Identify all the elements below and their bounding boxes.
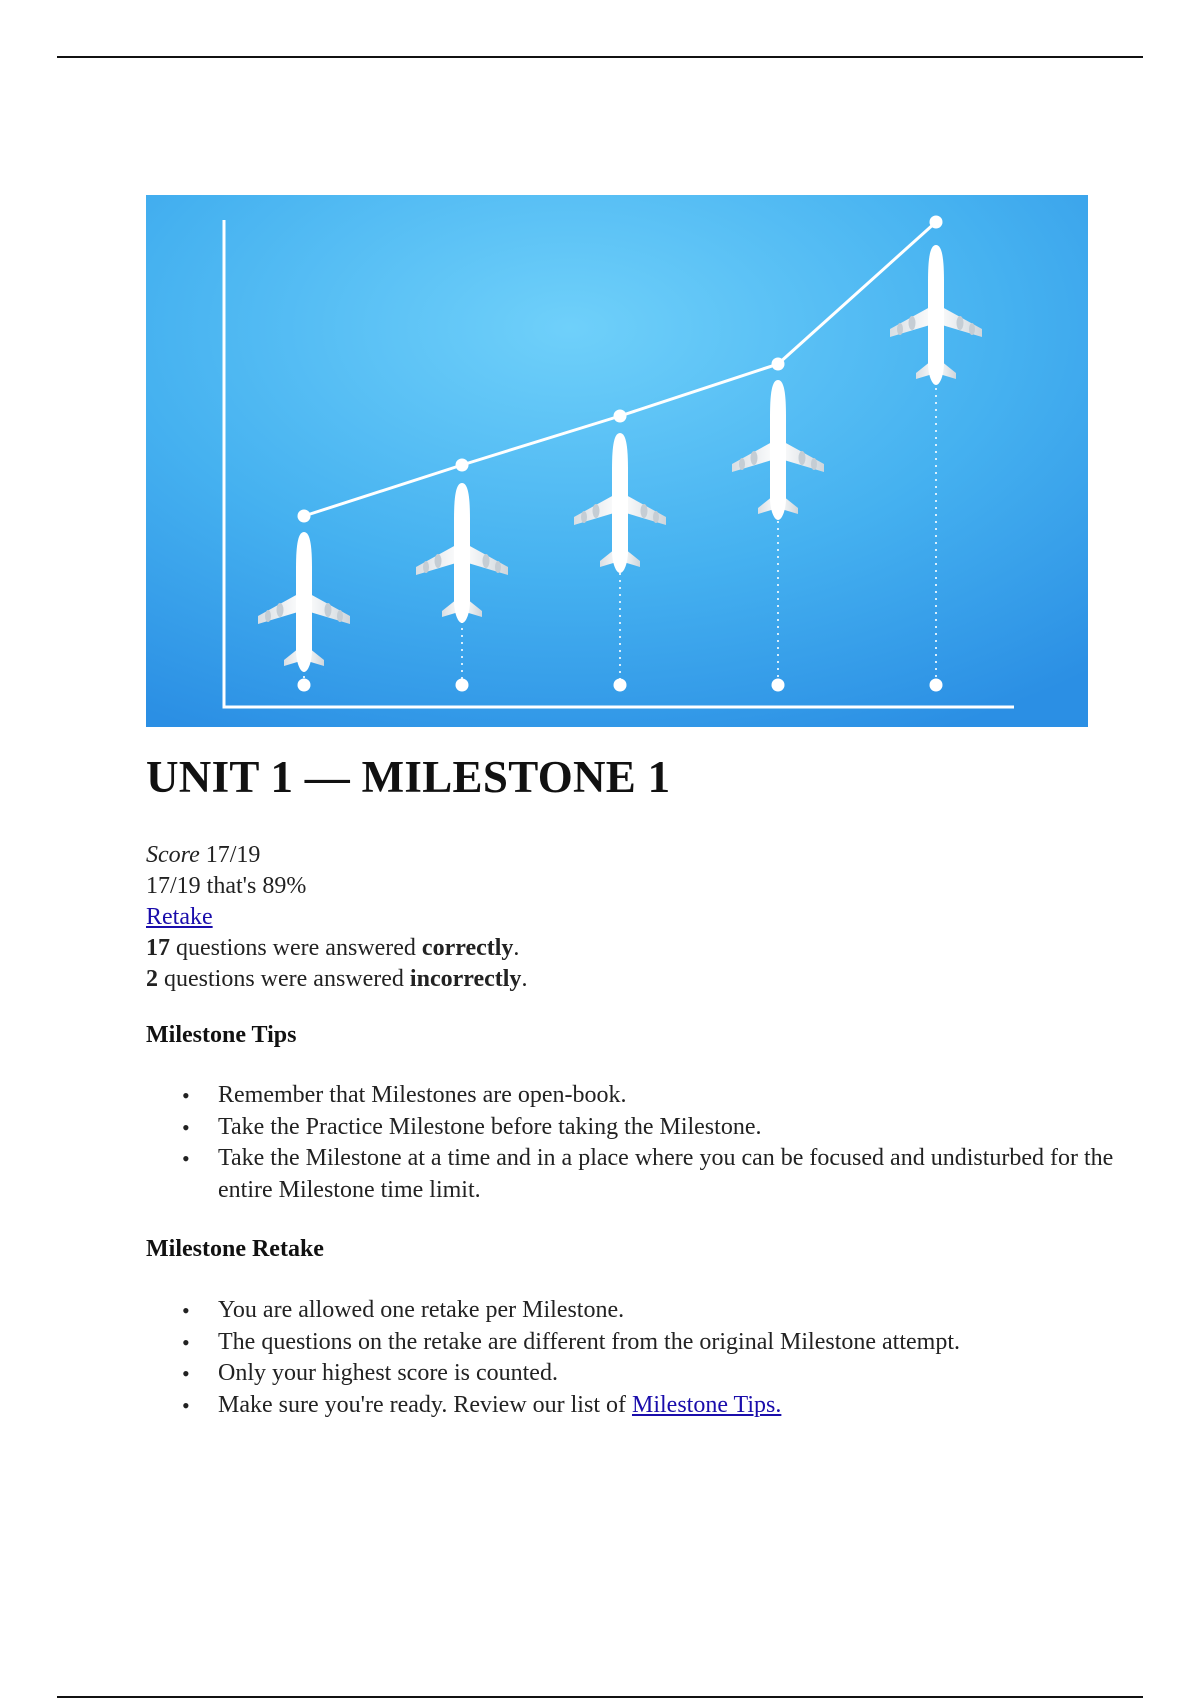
top-rule (57, 56, 1143, 58)
list-item (182, 1358, 1158, 1390)
tips-list (146, 1080, 1158, 1206)
correct-word: correctly (421, 935, 514, 961)
score-percent: 17/19 that's 89% (146, 873, 307, 899)
bullet: • (182, 1392, 190, 1418)
hero-image (146, 195, 1088, 727)
list-item-text: Make sure you're ready. Review our list of (218, 1391, 632, 1418)
incorrect-text: questions were answered (158, 966, 410, 992)
list-item-text: Take the Milestone at a time and in a place where you can be focused and undisturbed for the entire Milestone time limit. (218, 1145, 1114, 1203)
retake-heading: Milestone Retake (146, 1236, 324, 1262)
score-line (146, 840, 527, 871)
incorrect-line (146, 964, 527, 995)
bullet: • (182, 1298, 190, 1323)
list-item (182, 1327, 1158, 1359)
score-value: 17/19 (205, 842, 261, 868)
bullet: • (182, 1114, 190, 1140)
bottom-rule (57, 1696, 1143, 1698)
milestone-tips-link[interactable]: Milestone Tips. (631, 1391, 782, 1418)
bullet: • (182, 1146, 190, 1171)
page-title: UNIT 1 — MILESTONE 1 (146, 752, 671, 802)
list-item (182, 1112, 1158, 1144)
period: . (521, 966, 528, 992)
list-item-text: The questions on the retake are different from the original Milestone attempt. (218, 1328, 960, 1355)
correct-text: questions were answered (170, 935, 422, 961)
bullet: • (182, 1083, 190, 1108)
incorrect-count: 2 (146, 966, 158, 992)
list-item-text: Only your highest score is counted. (218, 1360, 558, 1386)
bullet: • (182, 1329, 190, 1355)
bullet: • (182, 1361, 190, 1386)
list-item (182, 1390, 1158, 1422)
score-label: Score (146, 842, 200, 868)
tips-heading: Milestone Tips (146, 1022, 297, 1048)
list-item (182, 1080, 1158, 1112)
list-item (182, 1295, 1158, 1327)
period: . (513, 935, 520, 961)
retake-link[interactable]: Retake (146, 904, 213, 930)
score-summary (146, 840, 527, 995)
correct-line (146, 933, 527, 964)
list-item (182, 1143, 1158, 1206)
incorrect-word: incorrectly (409, 966, 522, 992)
list-item-text: You are allowed one retake per Milestone. (218, 1297, 625, 1323)
retake-list (146, 1295, 1158, 1421)
correct-count: 17 (146, 935, 170, 961)
list-item-text: Remember that Milestones are open-book. (218, 1082, 627, 1108)
list-item-text: Take the Practice Milestone before taking the Milestone. (218, 1113, 762, 1140)
